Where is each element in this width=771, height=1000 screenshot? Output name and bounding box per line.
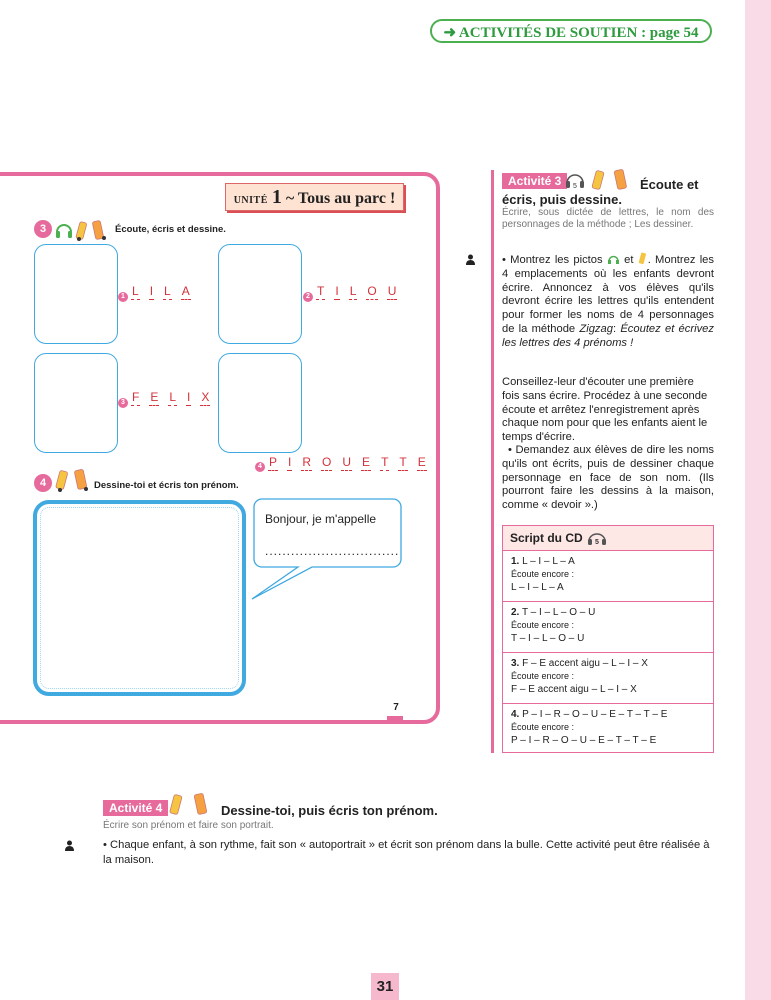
teacher-person-icon — [64, 840, 75, 851]
name-3-letters: F E L I X — [132, 390, 210, 404]
activity-4-objective: Écrire son prénom et faire son portrait. — [103, 820, 274, 831]
drawing-box-3[interactable] — [34, 353, 118, 453]
name-4-letters: P I R O U E T T E — [269, 455, 426, 469]
self-portrait-frame[interactable] — [33, 500, 246, 696]
cd-track-number: 5 — [573, 183, 577, 190]
name-4-index: 4 — [255, 462, 265, 472]
drawing-box-1[interactable] — [34, 244, 118, 344]
unit-banner — [225, 183, 404, 211]
drawing-box-4[interactable] — [218, 353, 302, 453]
cd-script-title: Script du CD — [510, 531, 583, 545]
activity-4-header — [103, 799, 168, 817]
script-item-2: 2. T – I – L – O – U Écoute encore : T – I – L – O – U — [503, 602, 713, 653]
name-2-letters: T I L O U — [317, 284, 397, 298]
column-divider — [491, 170, 494, 753]
pencil-write-icon — [76, 221, 87, 241]
unit-title: ~ Tous au parc ! — [285, 190, 396, 207]
headphones-icon — [586, 529, 612, 545]
activity-3-paragraph-3: • Demandez aux élèves de dire les noms qu'ils ont écrits, puis de dessiner chaque personnage en face de son nom. (Ils pourront faire les dessins à la maison, comme « devoir ».) — [502, 444, 714, 512]
exercise-4-instruction: Dessine-toi et écris ton prénom. — [94, 480, 239, 491]
activity-3-tag: Activité 3 — [502, 173, 567, 189]
exercise-4-badge: 4 — [34, 474, 52, 492]
bubble-greeting: Bonjour, je m'appelle — [265, 512, 377, 526]
exercise-3-instruction: Écoute, écris et dessine. — [115, 224, 226, 235]
script-item-3: 3. F – E accent aigu – L – I – X Écoute encore : F – E accent aigu – L – I – X — [503, 653, 713, 704]
activity-4-tag: Activité 4 — [103, 800, 168, 816]
name-1-letters: L I L A — [132, 284, 190, 298]
script-item-4: 4. P – I – R – O – U – E – T – T – E Écoute encore : P – I – R – O – U – E – T – T – E — [511, 709, 668, 746]
pencil-write-icon — [170, 794, 183, 814]
name-3-index: 3 — [118, 398, 128, 408]
activity-4-title: Dessine-toi, puis écris ton prénom. — [221, 803, 438, 818]
pencil-draw-icon — [194, 793, 207, 814]
unit-word: UNITÉ — [233, 195, 268, 206]
book-page-number: 7 — [393, 702, 399, 713]
exercise-3-badge: 3 — [34, 220, 52, 238]
pencil-draw-icon — [74, 469, 88, 491]
pencil-write-icon — [56, 470, 68, 492]
listen-write-draw-icons — [54, 218, 114, 244]
headphones-icon — [607, 253, 620, 264]
drawing-box-2[interactable] — [218, 244, 302, 344]
activity-3-objective: Écrire, sous dictée de lettres, le nom des personnages de la méthode ; Les dessiner. — [502, 207, 714, 230]
activity-3-instructions: • Montrez les pictos et . Montrez les 4 emplacements où les enfants devront écrire. Annoncez à vos élèves qu'ils devront écrire les lettres qu'ils entendent pour former les noms de 4 personnages de la méthode Zigzag: Écoutez et écrivez les lettres des 4 prénoms ! — [502, 254, 714, 349]
bubble-name-line[interactable]: ............................... — [265, 544, 400, 558]
page-number: 31 — [371, 973, 399, 1000]
activity-4-icons — [168, 792, 218, 820]
support-activities-link[interactable]: ➜ ACTIVITÉS DE SOUTIEN : page 54 — [430, 19, 712, 43]
svg-text:5: 5 — [595, 539, 599, 545]
activity-4-instructions: • Chaque enfant, à son rythme, fait son « autoportrait » et écrit son prénom dans la bulle. Cette activité peut être réalisée à la maison. — [103, 839, 710, 866]
script-item-1: 1. L – I – L – A Écoute encore : L – I – L – A — [503, 551, 713, 602]
name-1-index: 1 — [118, 292, 128, 302]
cd-script-box — [502, 525, 714, 753]
teacher-person-icon — [465, 254, 476, 265]
pencil-write-icon — [638, 252, 648, 265]
cd-script-header — [503, 526, 713, 551]
right-margin-strip — [745, 0, 771, 1000]
book-page-marker — [387, 716, 403, 722]
unit-number: 1 — [271, 186, 282, 208]
activity-3-title: Écoute et écris, puis dessine. — [502, 177, 699, 207]
write-draw-icons — [54, 467, 94, 495]
headphones-icon — [56, 225, 72, 238]
name-2-index: 2 — [303, 292, 313, 302]
pencil-draw-icon — [92, 220, 106, 240]
activity-3-paragraph-2: Conseillez-leur d'écouter une première fois sans écrire. Procédez à une seconde écoute et arrêtez l'enregistrement après chaque nom pour que les enfants aient le temps d'écrire. — [502, 376, 708, 444]
